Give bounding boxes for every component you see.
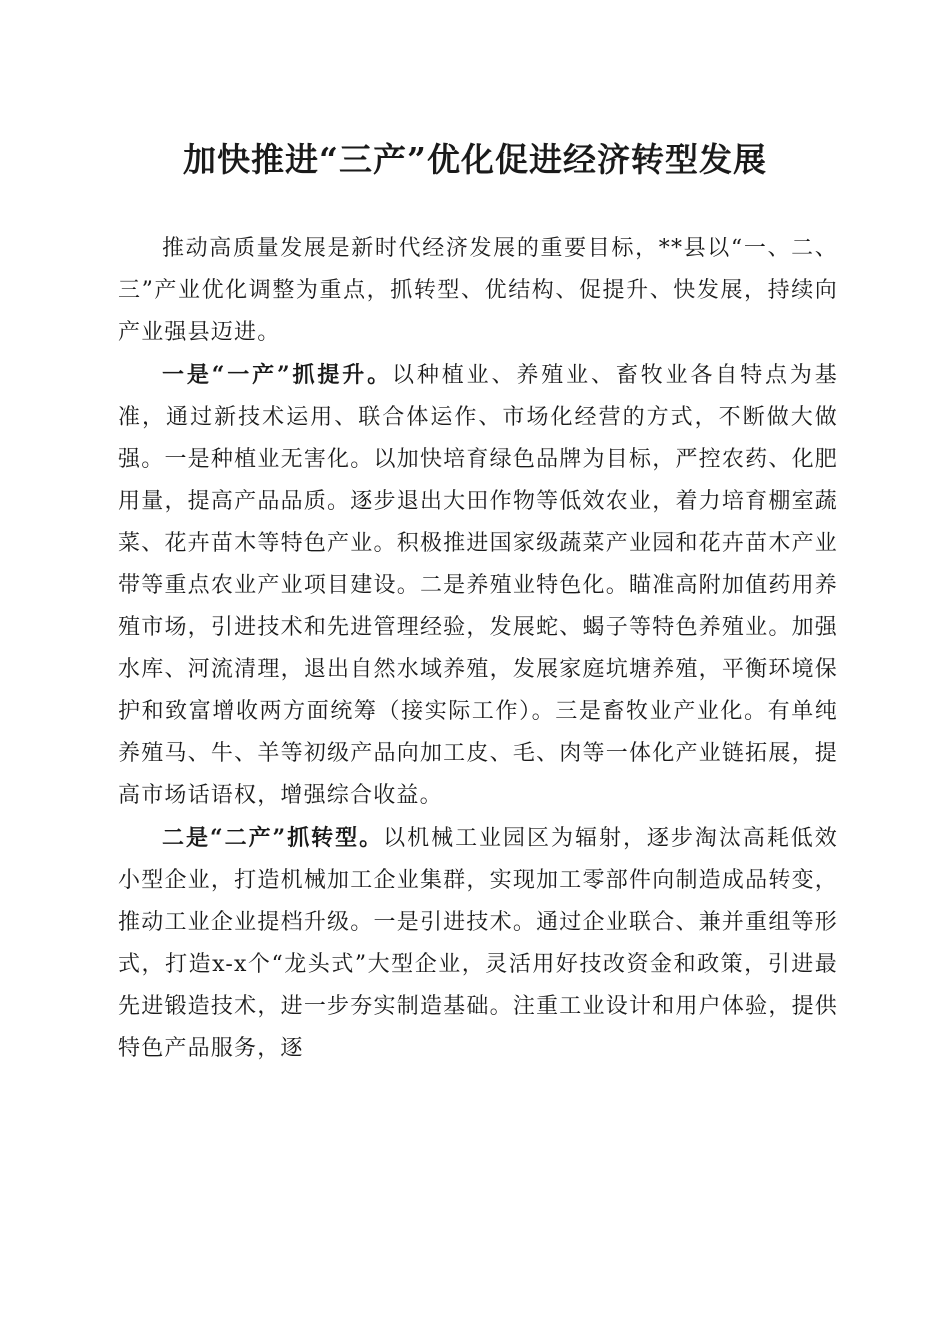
section-1-lead: 一是“一产”抓提升。 — [162, 362, 393, 388]
section-2-text: 以机械工业园区为辐射，逐步淘汰高耗低效小型企业，打造机械加工企业集群，实现加工零部件向制造成品转变，推动工业企业提档升级。一是引进技术。通过企业联合、兼并重组等形式，打造x-x个“龙头式”大型企业，灵活用好技改资金和政策，引进最先进锻造技术，进一步夯实制造基础。注重工业设计和用户体验，提供特色产品服务，逐 — [118, 826, 838, 1061]
section-1-text: 以种植业、养殖业、畜牧业各自特点为基准，通过新技术运用、联合体运作、市场化经营的方式，不断做大做强。一是种植业无害化。以加快培育绿色品牌为目标，严控农药、化肥用量，提高产品品质。逐步退出大田作物等低效农业，着力培育棚室蔬菜、花卉苗木等特色产业。积极推进国家级蔬菜产业园和花卉苗木产业带等重点农业产业项目建设。二是养殖业特色化。瞄准高附加值药用养殖市场，引进技术和先进管理经验，发展蛇、蝎子等特色养殖业。加强水库、河流清理，退出自然水域养殖，发展家庭坑塘养殖，平衡环境保护和致富增收两方面统筹（接实际工作）。三是畜牧业产业化。有单纯养殖马、牛、羊等初级产品向加工皮、毛、肉等一体化产业链拓展，提高市场话语权，增强综合收益。 — [118, 363, 838, 808]
intro-paragraph: 推动高质量发展是新时代经济发展的重要目标，**县以“一、二、三”产业优化调整为重点，抓转型、优结构、促提升、快发展，持续向产业强县迈进。 — [118, 236, 838, 345]
document-title: 加快推进“三产”优化促进经济转型发展 — [183, 140, 767, 179]
document-body — [118, 228, 838, 1070]
section-2-lead: 二是“二产”抓转型。 — [162, 825, 384, 851]
section-paragraph-1 — [118, 354, 838, 817]
section-paragraph-2 — [118, 817, 838, 1070]
